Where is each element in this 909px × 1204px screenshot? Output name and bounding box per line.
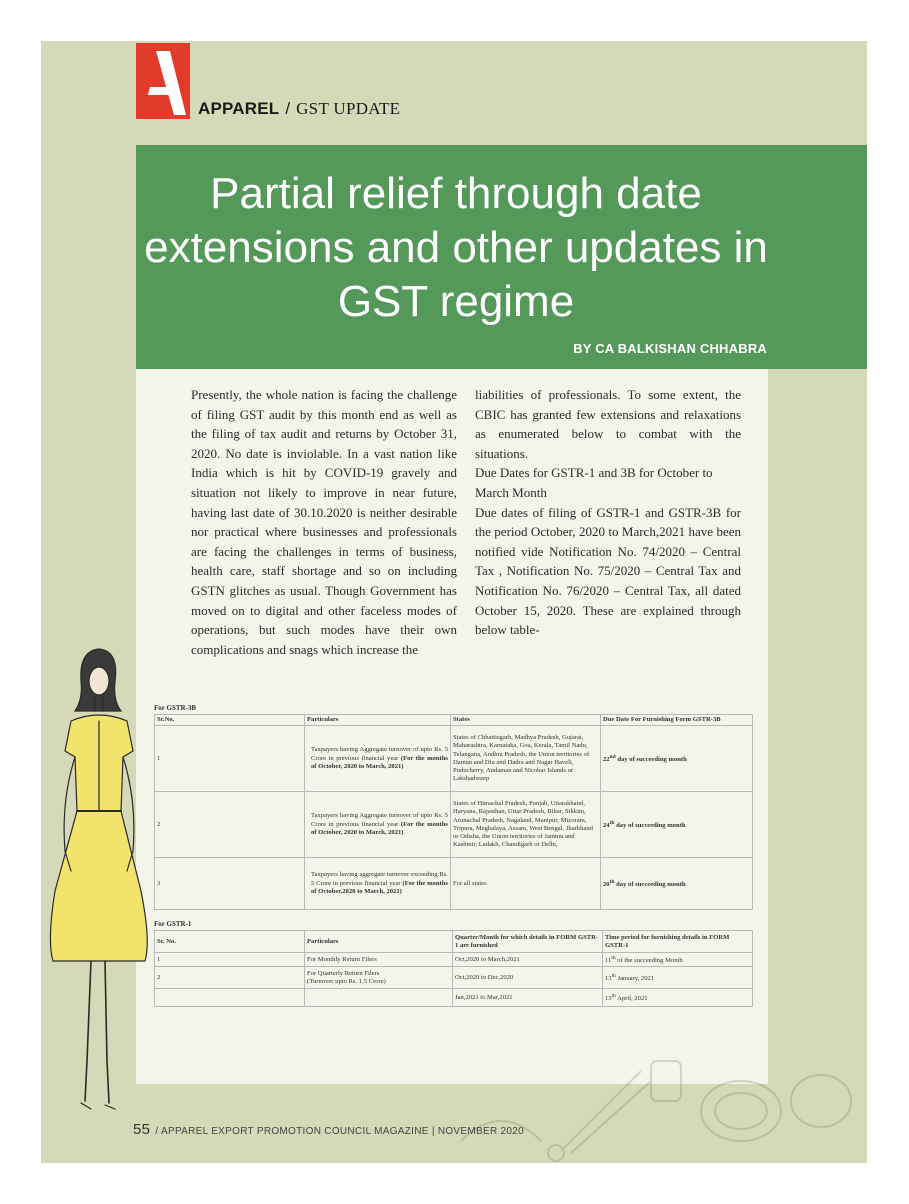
article-byline: BY CA BALKISHAN CHHABRA [573, 341, 767, 356]
section-brand: APPAREL [198, 99, 280, 118]
right-column [475, 385, 741, 640]
table-row [155, 858, 753, 910]
content-panel [136, 369, 768, 1084]
table-cell-due [603, 989, 753, 1007]
left-column [191, 385, 457, 659]
particulars-text: Taxpayers having Aggregate turnover of upto Rs. 5 Crore in previous financial year [311, 812, 448, 828]
table-cell-particulars [305, 726, 451, 792]
article-title: Partial relief through date extensions and other updates in GST regime [144, 169, 768, 326]
table-cell-sr: 1 [155, 726, 305, 792]
due-suffix: th [611, 973, 616, 980]
footer-separator: / [155, 1126, 159, 1137]
table-cell-due [601, 726, 753, 792]
due-text: day of succeeding month [614, 822, 686, 830]
table-cell-states: States of Himachal Pradesh, Punjab, Uttarakhand, Haryana, Rajasthan, Uttar Pradesh, Bihar, Sikkim, Arunachal Pradesh, Nagaland, Manipur, Mizoram, Tripura, Meghalaya, Assam, West Bengal, Jharkhand or Odisha, the Union territories of Jammu and Kashmir, Ladakh, Chandigarh or Delhi, [451, 792, 601, 858]
table-cell-states: States of Chhattisgarh, Madhya Pradesh, Gujarat, Maharashtra, Karnataka, Goa, Kerala, Tamil Nadu, Telangana, Andhra Pradesh, the Union territories of Daman and Diu and Dadra and Nagar Haveli, Puducherry, Andaman and Nicobar Islands or Lakshadweep [451, 726, 601, 792]
table-cell-due [603, 967, 753, 989]
sewing-tools-illustration [441, 1041, 861, 1163]
headline-band [136, 145, 867, 369]
subheading: Due Dates for GSTR-1 and 3B for October to March Month [475, 465, 713, 500]
table-cell-particulars [305, 792, 451, 858]
due-day: 11 [605, 957, 612, 965]
due-suffix: nd [609, 753, 616, 760]
publication-name: APPAREL EXPORT PROMOTION COUNCIL MAGAZINE [161, 1126, 429, 1137]
due-suffix: th [611, 955, 616, 962]
fashion-sketch-illustration [41, 641, 161, 1121]
table-header: Time period for furnishing details in FORM GSTR-1 [603, 931, 753, 953]
gstr3b-caption: For GSTR-3B [154, 704, 197, 712]
particulars-text: For Quarterly Return Filers [307, 969, 380, 977]
table-header: Sr.No. [155, 715, 305, 726]
table-header-row [155, 715, 753, 726]
section-topic: GST UPDATE [296, 99, 401, 118]
section-separator: / [285, 99, 291, 118]
table-row [155, 967, 753, 989]
table-header: States [451, 715, 601, 726]
particulars-text: Taxpayers having Aggregate turnover of upto Rs. 5 Crore in previous financial year [311, 746, 448, 762]
table-cell-states: For all states [451, 858, 601, 910]
issue-date: NOVEMBER 2020 [437, 1126, 524, 1137]
table-cell-due [601, 858, 753, 910]
due-day: 22 [603, 756, 610, 764]
table-cell-particulars [305, 989, 453, 1007]
section-label [198, 99, 400, 119]
page-number: 55 [133, 1121, 151, 1138]
gstr3b-table [154, 714, 753, 910]
table-header: Quarter/Month for which details in FORM GSTR-1 are furnished [453, 931, 603, 953]
table-header: Due Date For Furnishing Form GSTR-3B [601, 715, 753, 726]
table-row [155, 726, 753, 792]
gstr1-caption: For GSTR-1 [154, 920, 192, 929]
particulars-period: (For the months of October,2020 to March, 2021) [311, 879, 448, 895]
particulars-period: (For the months of October, 2020 to March, 2021) [311, 820, 448, 836]
due-suffix: th [609, 878, 615, 885]
table-cell-particulars: For Monthly Return Filers [305, 953, 453, 967]
due-suffix: th [609, 819, 615, 826]
table-cell-particulars [305, 967, 453, 989]
due-day: 13 [605, 995, 612, 1003]
footer-divider: | [431, 1126, 435, 1137]
table-header-row [155, 931, 753, 953]
table-cell-sr: 2 [155, 792, 305, 858]
due-text: day of succeeding month [615, 756, 687, 764]
due-day: 24 [603, 822, 610, 830]
table-cell-period: Oct,2020 to March,2021 [453, 953, 603, 967]
page-footer [133, 1121, 524, 1138]
gstr1-table [154, 930, 753, 1007]
particulars-text: Taxpayers having aggregate turnover exceeding Rs. 5 Crore in previous financial year [311, 871, 448, 887]
table-row [155, 953, 753, 967]
table-cell-sr: 3 [155, 858, 305, 910]
due-day: 13 [605, 975, 612, 983]
due-suffix: th [611, 993, 616, 1000]
body-paragraph-1: Presently, the whole nation is facing the challenge of filing GST audit by this month end as well as the filing of tax audit and returns by October 31, 2020. No date is inviolable. In a vast nation like India which is hit by COVID-19 gravely and situation not likely to improve in near future, having last date of 30.10.2020 is neither desirable nor practical where businesses and professionals are facing the challenges in terms of business, health care, staff shortage and so on including GSTN glitches as usual. Though Government has moved on to digital and other faceless modes of operations, but such modes have their own complications and snags which increase the [191, 387, 457, 657]
due-text: April, 2021 [615, 995, 648, 1003]
particulars-note: (Turnover upto Rs. 1.5 Crore) [307, 977, 386, 985]
apparel-logo [136, 43, 190, 119]
letter-a-logo-icon [136, 43, 190, 119]
due-text: of the succeeding Month [615, 957, 683, 965]
table-header: Particulars [305, 931, 453, 953]
table-cell-period: Oct,2020 to Dec,2020 [453, 967, 603, 989]
magazine-page [41, 41, 867, 1163]
due-text: day of succeeding month [614, 881, 686, 889]
due-day: 20 [603, 881, 610, 889]
due-text: January, 2021 [615, 975, 655, 983]
table-row [155, 792, 753, 858]
body-paragraph-3: Due dates of filing of GSTR-1 and GSTR-3B for the period October, 2020 to March,2021 have been notified vide Notification No. 74/2020 – Central Tax , Notification No. 75/2020 – Central Tax and Notification No. 76/2020 – Central Tax, all dated October 15, 2020. These are explained through below table- [475, 504, 741, 638]
table-cell-due [601, 792, 753, 858]
table-row [155, 989, 753, 1007]
table-cell-period: Jan,2021 to Mar,2021 [453, 989, 603, 1007]
particulars-period: (For the months of October, 2020 to March, 2021) [311, 754, 448, 770]
table-cell-due [603, 953, 753, 967]
table-cell-particulars [305, 858, 451, 910]
table-cell-sr [155, 989, 305, 1007]
due-date-tables [154, 704, 754, 1007]
table-header: Sr. No. [155, 931, 305, 953]
body-paragraph-2: liabilities of professionals. To some extent, the CBIC has granted few extensions and relaxations as enumerated below to combat with the situations. [475, 387, 741, 461]
table-header: Particulars [305, 715, 451, 726]
table-cell-sr: 1 [155, 953, 305, 967]
table-cell-sr: 2 [155, 967, 305, 989]
